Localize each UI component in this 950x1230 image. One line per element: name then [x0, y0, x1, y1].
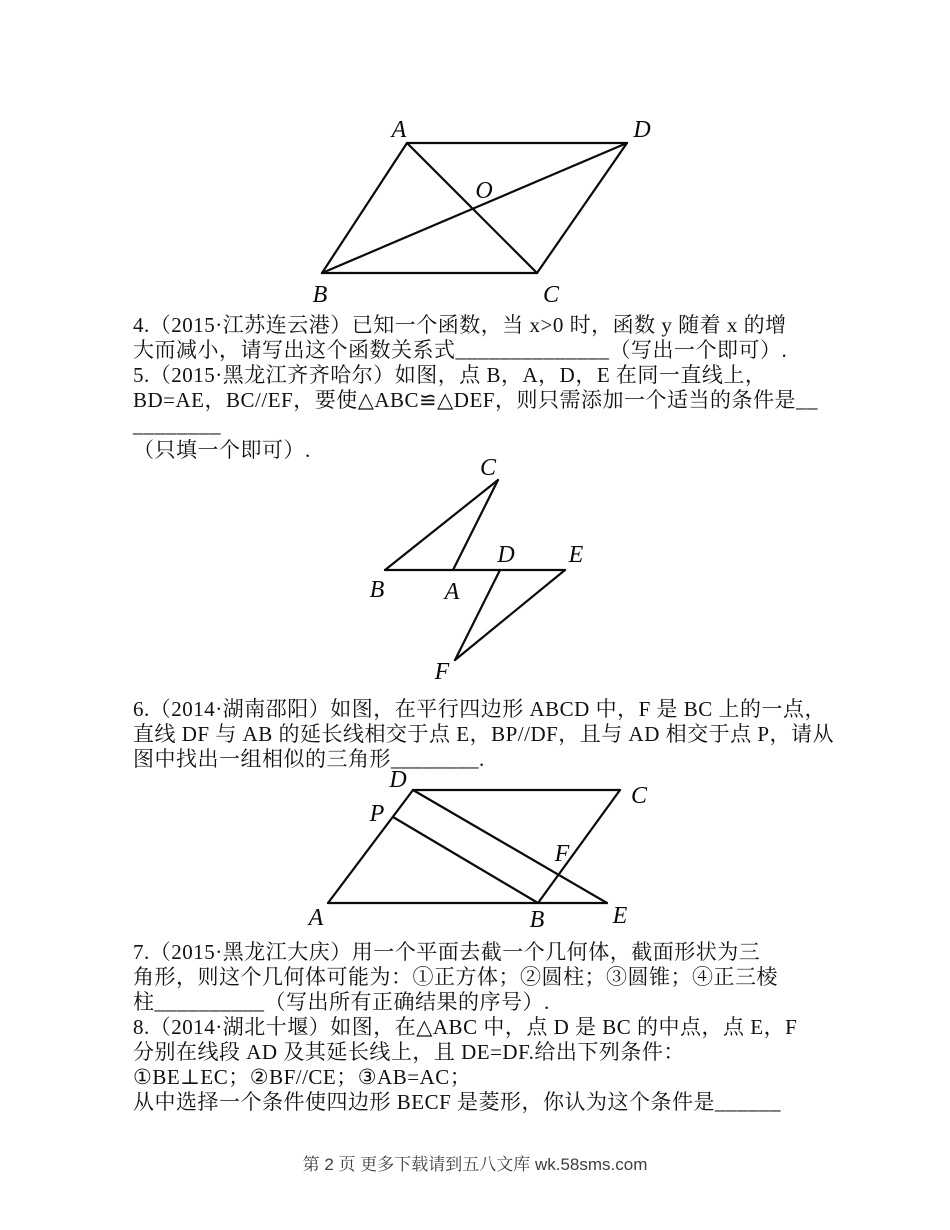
vertex-label-a: A — [391, 117, 407, 143]
vertex-label-a: A — [444, 579, 460, 605]
figure1-lines — [322, 143, 627, 273]
question-5-line-3: （只填一个即可）. — [133, 438, 311, 462]
vertex-label-b: B — [369, 577, 385, 603]
vertex-label-c: C — [479, 455, 497, 481]
question-6-line-1: 6.（2014·湖南邵阳）如图，在平行四边形 ABCD 中，F 是 BC 上的一点， — [133, 697, 827, 721]
question-8-line-1: 8.（2014·湖北十堰）如图，在△ABC 中，点 D 是 BC 的中点，点 E，F — [133, 1015, 798, 1039]
question-7-line-1: 7.（2015·黑龙江大庆）用一个平面去截一个几何体，截面形状为三 — [133, 940, 761, 964]
center-label-o: O — [475, 178, 493, 204]
question-4-line-1: 4.（2015·江苏连云港）已知一个函数，当 x>0 时，函数 y 随着 x 的增 — [133, 313, 787, 337]
question-7-8-block — [133, 940, 843, 1115]
question-5-blank-line: ________ — [133, 413, 221, 437]
vertex-label-d: D — [389, 767, 407, 793]
question-8-line-3: ①BE⊥EC；②BF//CE；③AB=AC； — [133, 1065, 472, 1089]
question-4-line-2: 大而减小，请写出这个函数关系式______________（写出一个即可）. — [133, 338, 788, 362]
vertex-label-c: C — [630, 783, 648, 809]
figure-parallelogram-abcd-o — [295, 110, 655, 310]
vertex-label-e: E — [568, 542, 584, 568]
vertex-label-b: B — [529, 907, 545, 933]
figure-parallelogram-abcd-pfe — [290, 767, 670, 933]
figure2-lines — [385, 480, 565, 660]
question-7-line-3: 柱__________（写出所有正确结果的序号）. — [133, 990, 550, 1014]
vertex-label-d: D — [497, 542, 515, 568]
question-5-line-2: BD=AE，BC//EF，要使△ABC≌△DEF，则只需添加一个适当的条件是__ — [133, 388, 818, 412]
question-4-5-block — [133, 313, 843, 463]
segment-PB — [393, 817, 538, 903]
vertex-label-p: P — [369, 801, 385, 827]
segment-CB — [385, 480, 498, 570]
vertex-label-e: E — [612, 903, 628, 929]
question-8-line-2: 分别在线段 AD 及其延长线上，且 DE=DF.给出下列条件： — [133, 1040, 685, 1064]
segment-CA — [453, 480, 498, 570]
figure-triangles-abc-def — [350, 455, 670, 690]
vertex-label-f: F — [434, 659, 450, 685]
page-footer: 第 2 页 更多下载请到五八文库 wk.58sms.com — [302, 1155, 648, 1174]
vertex-label-d: D — [633, 117, 651, 143]
segment-AB — [322, 143, 407, 273]
vertex-label-b: B — [312, 282, 328, 308]
segment-DF — [455, 570, 500, 660]
question-8-line-4: 从中选择一个条件使四边形 BECF 是菱形，你认为这个条件是______ — [133, 1090, 782, 1114]
vertex-label-a: A — [308, 905, 324, 931]
vertex-label-f: F — [554, 841, 570, 867]
question-6-line-3: 图中找出一组相似的三角形________. — [133, 747, 485, 771]
question-7-line-2: 角形，则这个几何体可能为：①正方体；②圆柱；③圆锥；④正三棱 — [133, 965, 778, 989]
vertex-label-c: C — [542, 282, 560, 308]
segment-EF — [455, 570, 565, 660]
question-5-line-1: 5.（2015·黑龙江齐齐哈尔）如图，点 B，A，D，E 在同一直线上， — [133, 363, 767, 387]
question-6-line-2: 直线 DF 与 AB 的延长线相交于点 E，BP//DF，且与 AD 相交于点 P，请从 — [133, 722, 835, 746]
question-6-block — [133, 697, 843, 772]
